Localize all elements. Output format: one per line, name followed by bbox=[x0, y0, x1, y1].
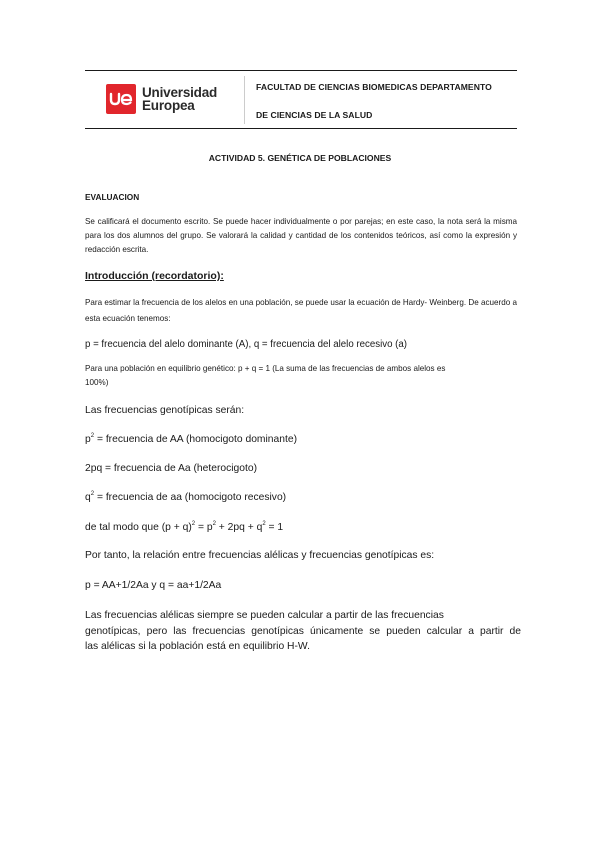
final-line-3: las alélicas si la población está en equilibrio H-W. bbox=[85, 641, 310, 652]
intro-text: Para estimar la frecuencia de los alelos en una población, se puede usar la ecuación de Hardy- Weinberg. De acuerdo a esta ecuación tenemos: bbox=[85, 298, 517, 323]
header-bottom-rule bbox=[85, 128, 517, 129]
header-top-rule bbox=[85, 70, 517, 71]
p-base: p bbox=[85, 434, 91, 445]
identity-part-b: = p bbox=[195, 522, 213, 533]
p-exponent: 2 bbox=[90, 433, 95, 439]
logo-line-2: Europea bbox=[142, 98, 195, 113]
p-squared-line bbox=[85, 433, 297, 445]
p-squared-text: = frecuencia de AA (homocigoto dominante) bbox=[94, 434, 297, 445]
two-pq-line: 2pq = frecuencia de Aa (heterocigoto) bbox=[85, 463, 258, 474]
equilibrium-statement: Para una población en equilibrio genético: p + q = 1 (La suma de las frecuencias de ambos alelos es 100%) bbox=[85, 364, 446, 387]
identity-exp-3: 2 bbox=[262, 521, 266, 527]
final-paragraph bbox=[85, 608, 521, 655]
relation-formula: p = AA+1/2Aa y q = aa+1/2Aa bbox=[85, 580, 222, 591]
evaluation-text: Se calificará el documento escrito. Se puede hacer individualmente o por parejas; en este caso, la nota será la misma para los dos alumnos del grupo. Se valorará la calidad y cantidad de los contenidos teóricos, así como la expresión y redacción escrita. bbox=[85, 217, 517, 254]
allele-frequency-definition: p = frecuencia del alelo dominante (A), q = frecuencia del alelo recesivo (a) bbox=[85, 339, 408, 350]
faculty-line-1: FACULTAD DE CIENCIAS BIOMEDICAS DEPARTAMENTO bbox=[256, 82, 492, 92]
q-squared-text: = frecuencia de aa (homocigoto recesivo) bbox=[94, 492, 287, 503]
identity-exp-1: 2 bbox=[191, 521, 196, 527]
header-divider bbox=[244, 76, 245, 124]
ue-logo-mark-icon bbox=[106, 84, 136, 114]
university-logo bbox=[106, 83, 234, 115]
logo-line-1: Universidad bbox=[142, 85, 218, 100]
relation-text: Por tanto, la relación entre frecuencias alélicas y frecuencias genotípicas es: bbox=[85, 550, 435, 561]
final-line-2: genotípicas, pero las frecuencias genotípicas únicamente se pueden calcular a partir de bbox=[85, 625, 521, 637]
q-squared-line bbox=[85, 491, 286, 503]
identity-part-a: de tal modo que (p + q) bbox=[85, 522, 192, 533]
faculty-line-2: DE CIENCIAS DE LA SALUD bbox=[256, 110, 373, 120]
intro-heading: Introducción (recordatorio): bbox=[85, 270, 224, 282]
q-exponent: 2 bbox=[90, 491, 95, 497]
identity-exp-2: 2 bbox=[212, 521, 216, 527]
identity-part-d: = 1 bbox=[265, 522, 284, 533]
identity-part-c: + 2pq + q bbox=[215, 522, 263, 533]
genotypic-heading: Las frecuencias genotípicas serán: bbox=[85, 405, 245, 416]
hardy-weinberg-identity bbox=[85, 521, 283, 533]
evaluation-heading: EVALUACION bbox=[85, 192, 140, 202]
logo-wordmark bbox=[142, 86, 217, 112]
q-base: q bbox=[85, 492, 91, 503]
document-title: ACTIVIDAD 5. GENÉTICA DE POBLACIONES bbox=[208, 153, 392, 163]
final-line-1: Las frecuencias alélicas siempre se pueden calcular a partir de las frecuencias bbox=[85, 610, 444, 621]
